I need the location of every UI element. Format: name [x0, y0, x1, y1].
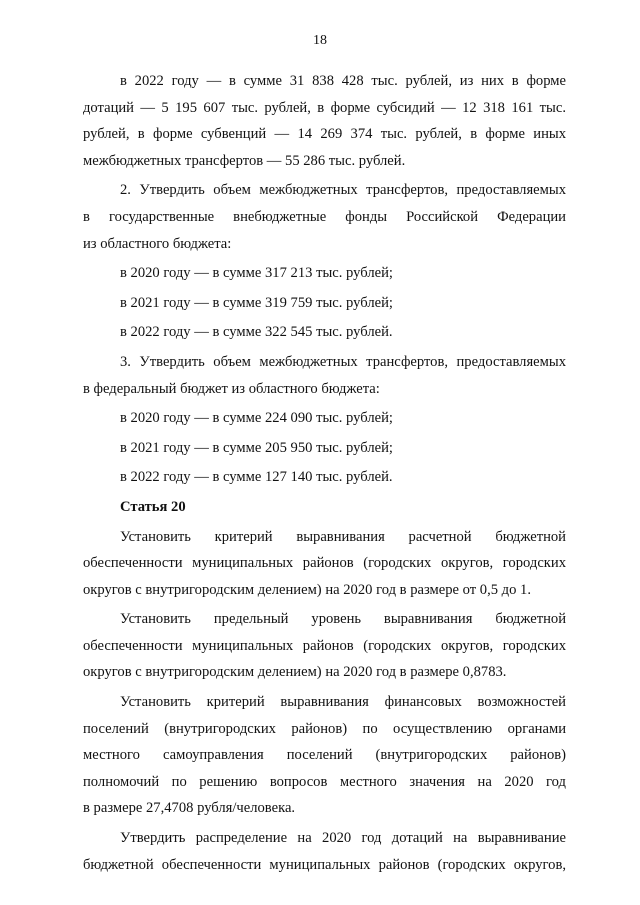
text-line: в 2022 году — в сумме 31 838 428 тыс. рублей, из них в форме: [120, 73, 566, 89]
text-line: в государственные внебюджетные фонды Российской Федерации: [83, 208, 566, 225]
document-body: [83, 68, 566, 878]
text-line: 3. Утвердить объем межбюджетных трансфертов, предоставляемых: [120, 353, 566, 370]
text-line: в 2020 году — в сумме 317 213 тыс. рублей;: [120, 265, 393, 282]
text-line: округов с внутригородским делением) на 2020 год в размере от 0,5 до 1.: [83, 581, 532, 598]
text-line: Утвердить распределение на 2020 год дотаций на выравнивание: [120, 830, 566, 847]
text-line: бюджетной обеспеченности муниципальных районов (городских округов,: [83, 856, 566, 873]
paragraph: [83, 319, 566, 346]
text-line: Установить критерий выравнивания финансовых возможностей: [120, 694, 566, 711]
text-line: местного самоуправления поселений (внутригородских районов): [83, 747, 566, 764]
text-line: в 2021 году — в сумме 319 759 тыс. рублей;: [120, 294, 393, 311]
text-line: полномочий по решению вопросов местного значения на 2020 год: [83, 773, 566, 790]
page-number: 18: [313, 33, 327, 48]
text-line: в 2022 году — в сумме 127 140 тыс. рублей.: [120, 469, 393, 486]
paragraph: [83, 177, 566, 257]
text-line: дотаций — 5 195 607 тыс. рублей, в форме субсидий — 12 318 161 тыс.: [83, 99, 566, 116]
text-line: поселений (внутригородских районов) по осуществлению органами: [83, 720, 566, 737]
paragraph: [83, 260, 566, 287]
paragraph: [83, 290, 566, 317]
text-line: Установить критерий выравнивания расчетной бюджетной: [120, 528, 566, 545]
text-line: в размере 27,4708 рубля/человека.: [83, 800, 296, 817]
article-heading: [83, 494, 566, 521]
text-line: из областного бюджета:: [83, 235, 232, 252]
paragraph: [83, 524, 566, 604]
paragraph: [83, 435, 566, 462]
text-line: в 2021 году — в сумме 205 950 тыс. рублей;: [120, 439, 393, 456]
paragraph: [83, 606, 566, 686]
paragraph: [83, 689, 566, 822]
paragraph: [83, 349, 566, 402]
text-line: 2. Утвердить объем межбюджетных трансфертов, предоставляемых: [120, 182, 566, 199]
text-line: обеспеченности муниципальных районов (городских округов, городских: [83, 637, 566, 654]
text-line: обеспеченности муниципальных районов (городских округов, городских: [83, 555, 566, 572]
text-line: рублей, в форме субвенций — 14 269 374 тыс. рублей, в форме иных: [83, 126, 566, 143]
text-line: межбюджетных трансфертов — 55 286 тыс. рублей.: [83, 152, 406, 169]
text-line: округов с внутригородским делением) на 2020 год в размере 0,8783.: [83, 664, 507, 681]
text-line: Статья 20: [120, 498, 186, 515]
paragraph: [83, 825, 566, 878]
paragraph: [83, 68, 566, 174]
text-line: в 2022 году — в сумме 322 545 тыс. рублей.: [120, 324, 393, 341]
paragraph: [83, 405, 566, 432]
text-line: в федеральный бюджет из областного бюджета:: [83, 380, 380, 397]
text-line: в 2020 году — в сумме 224 090 тыс. рублей;: [120, 410, 393, 427]
paragraph: [83, 464, 566, 491]
text-line: Установить предельный уровень выравнивания бюджетной: [120, 611, 566, 628]
